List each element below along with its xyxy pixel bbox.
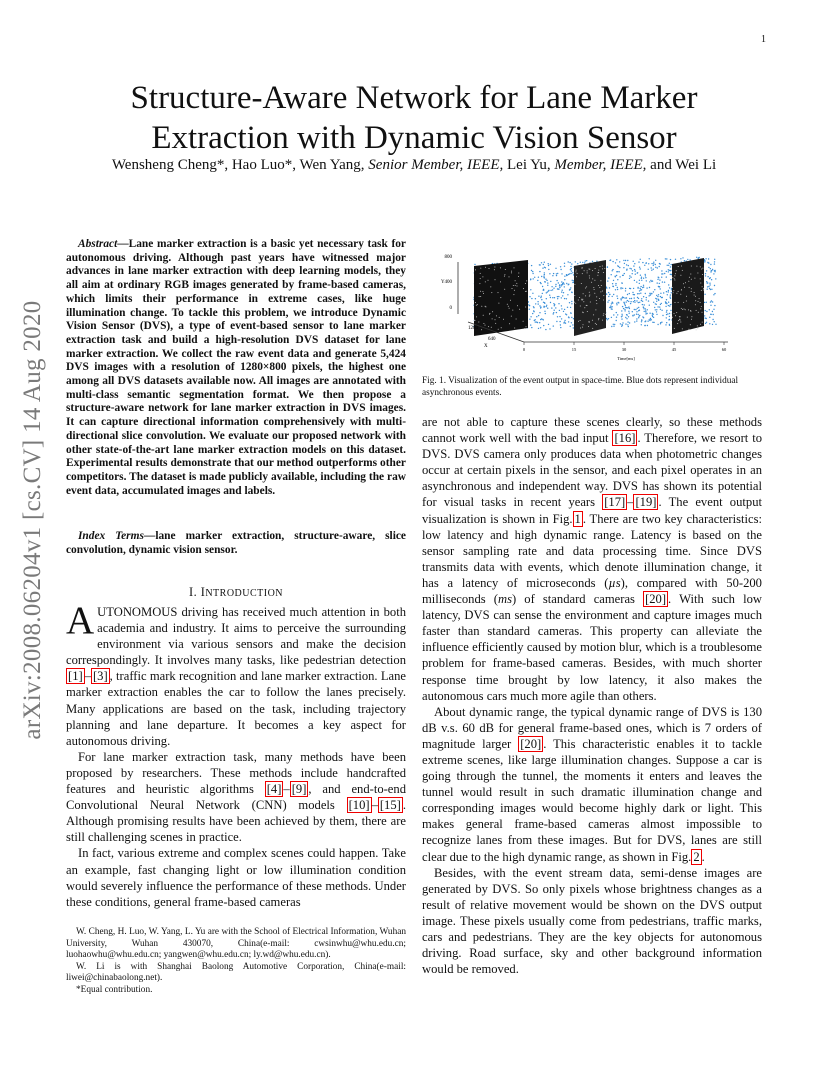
section-title: NTRODUCTION (205, 588, 284, 599)
figure-link[interactable]: 1 (574, 511, 581, 526)
index-terms-text: —lane marker extraction, structure-aware, slice convolution, dynamic vision sensor. (66, 530, 406, 556)
footnote: W. Cheng, H. Luo, W. Yang, L. Yu are with the School of Electrical Information, Wuhan University, Wuhan 430070, China(e-mail: cwsinwhu@whu.edu.cn; luohaowhu@whu.edu.cn; yangwen@whu.edu.cn; ly.wd@whu.edu.cn). (66, 927, 406, 961)
author-list (60, 157, 768, 174)
y-tick-label: 400 (444, 280, 452, 285)
abstract-label: Abstract (78, 238, 118, 250)
event-frame-image (672, 258, 704, 334)
drop-cap: A (66, 599, 95, 642)
event-frame-image (574, 260, 606, 336)
footnotes (66, 927, 406, 997)
author-affiliation: Member, IEEE, (554, 157, 647, 173)
citation-link[interactable]: [4] (266, 782, 282, 797)
figure-link[interactable]: 2 (693, 849, 700, 864)
figure-caption: Fig. 1. Visualization of the event output in space-time. Blue dots represent individual asynchronous events. (422, 376, 739, 398)
section-number: I. I (188, 585, 206, 599)
time-axis-label: Time[ms] (617, 356, 635, 361)
footnote: W. Li is with Shanghai Baolong Automotive Corporation, China(e-mail: liwei@chinabaolong.net). (66, 961, 406, 984)
section-heading (66, 584, 406, 602)
figure-1 (432, 244, 752, 368)
time-tick-label: 60 (721, 347, 727, 352)
title-line: Structure-Aware Network for Lane Marker (130, 80, 698, 116)
paragraph: In fact, various extreme and complex scenes could happen. Take an example, fast changing light or low illumination condition would severely influence the performance of these methods. Under these conditions, general frame-based cameras (66, 846, 406, 909)
index-terms-label: Index Terms (78, 530, 144, 542)
x-axis-label: X (484, 344, 488, 349)
paper-title (60, 78, 768, 158)
arxiv-identifier: arXiv:2008.06204v1 [cs.CV] 14 Aug 2020 (19, 300, 46, 740)
citation-link[interactable]: [3] (92, 669, 108, 684)
paragraph: Besides, with the event stream data, semi-dense images are generated by DVS. So only pixels whose brightness changes as a result of relative movement would be shown on the DVS output image. These pixels usually come from pedestrians, traffic marks, cars and pedestrians. They are the key objects for autonomous driving. Road surface, sky and other background information would be removed. (422, 865, 762, 977)
time-tick-label: 15 (571, 347, 577, 352)
citation-link[interactable]: [20] (645, 592, 667, 607)
abstract-text: —Lane marker extraction is a basic yet necessary task for autonomous driving. Although past years have witnessed major advances in lane marker extraction with deep learning models, they all aim at ordinary RGB images generated by frame-based cameras, which limits their performance in extreme cases, like huge illumination change. To tackle this problem, we introduce Dynamic Vision Sensor (DVS), a type of event-based sensor to lane marker extraction task and build a high-resolution DVS dataset for lane marker extraction. We collect the raw event data and generate 5,424 DVS images with a resolution of 1280×800 pixels, the highest one among all DVS datasets available now. All images are annotated with multi-class semantic segmentation format. We then propose a structure-aware network for lane marker extraction in DVS images. It can capture directional information comprehensively with multi-directional slice convolution. We evaluate our proposed network with other state-of-the-art lane marker extraction models on this dataset. Experimental results demonstrate that our method outperforms other competitors. The dataset is made publicly available, including the raw event data, accumulated images and labels. (66, 238, 406, 497)
y-tick-label: 800 (444, 255, 452, 260)
paragraph: For lane marker extraction task, many methods have been proposed by researchers. These methods include handcrafted features and heuristic algorithms [4] – [9] , and end-to-end Convolutional Neural Network (CNN) models [10] – [15] . Although promising results have been achieved by them, there are still challenging scenes in practice. (66, 749, 406, 845)
introduction-left-column (66, 599, 406, 910)
citation-link[interactable]: [20] (520, 736, 542, 751)
time-tick-label: 30 (621, 347, 627, 352)
citation-link[interactable]: [15] (379, 798, 401, 813)
y-axis-label: Y (441, 280, 445, 285)
paragraph: are not able to capture these scenes clearly, so these methods cannot work well with the bad input [16] . Therefore, we resort to DVS. DVS camera only produces data when photometric changes occur at certain pixels in the sensor, and each pixel operates in an asynchronous and independent way. DVS has shown its potential for visual tasks in recent years [17] – [19] . The event output visualization is shown in Fig. 1 . There are two key characteristics: low latency and high dynamic range. Latency is based on the sensor sampling rate and data processing time. Since DVS transmits data with events, which denote illumination change, it has a latency of microseconds (µs), compared with 50-200 milliseconds (ms) of standard cameras [20] . With such low latency, DVS can sense the environment and capture images much faster than standard cameras. This property can alleviate the influence efficiently caused by motion blur, which is a troublesome problem for frame-based cameras. Besides, with much shorter response time brought by low latency, it also makes the autonomous cars much more agile than others. (422, 415, 762, 703)
citation-link[interactable]: [10] (348, 798, 370, 813)
abstract (66, 238, 406, 498)
y-tick-label: 0 (449, 306, 452, 311)
paragraph: About dynamic range, the typical dynamic range of DVS is 130 dB v.s. 60 dB for general frame-based ones, which is 7 orders of magnitude larger [20] . This characteristic enables it to tackle extreme scenes, like large illumination changes. Suppose a car is going through the tunnel, the moments it enters and leaves the tunnel would result in such dramatic illumination change and corresponding images would become highly dark or light. This makes general frame-based cameras almost impossible to recognize lanes from these images. But for DVS, lanes are still clear due to the high dynamic range, as shown in Fig. 2 . (422, 704, 762, 864)
authors-part: Lei Yu, (503, 157, 555, 173)
title-line: Extraction with Dynamic Vision Sensor (151, 120, 677, 156)
author-affiliation: Senior Member, IEEE, (368, 157, 504, 173)
page-number: 1 (761, 34, 766, 45)
paragraph: AUTONOMOUS driving has received much attention in both academia and industry. It aims to perceive the surrounding environment via various sensors and make the decision correspondingly. It involves many tasks, like pedestrian detection [1] – [3] , traffic mark recognition and lane marker extraction. Lane marker extraction enables the car to follow the lanes precisely. Many applications are based on the task, including trajectory planning and lane departure. It becomes a key aspect for autonomous driving. (66, 599, 406, 748)
arxiv-stamp (10, 280, 56, 760)
citation-link[interactable]: [19] (635, 495, 657, 510)
event-space-time-plot (432, 244, 752, 368)
authors-part: Wensheng Cheng*, Hao Luo*, Wen Yang, (111, 157, 369, 173)
introduction-right-column (422, 414, 762, 977)
citation-link[interactable]: [17] (604, 495, 626, 510)
citation-link[interactable]: [9] (291, 782, 307, 797)
x-tick-label: 1280 (468, 326, 478, 331)
x-tick-label: 640 (488, 337, 496, 342)
index-terms (66, 530, 406, 557)
citation-link[interactable]: [1] (68, 669, 83, 684)
time-tick-label: 45 (671, 347, 677, 352)
citation-link[interactable]: [16] (614, 431, 636, 446)
time-tick-label: 0 (522, 347, 526, 352)
authors-part: and Wei Li (646, 157, 717, 173)
footnote: *Equal contribution. (76, 984, 153, 995)
